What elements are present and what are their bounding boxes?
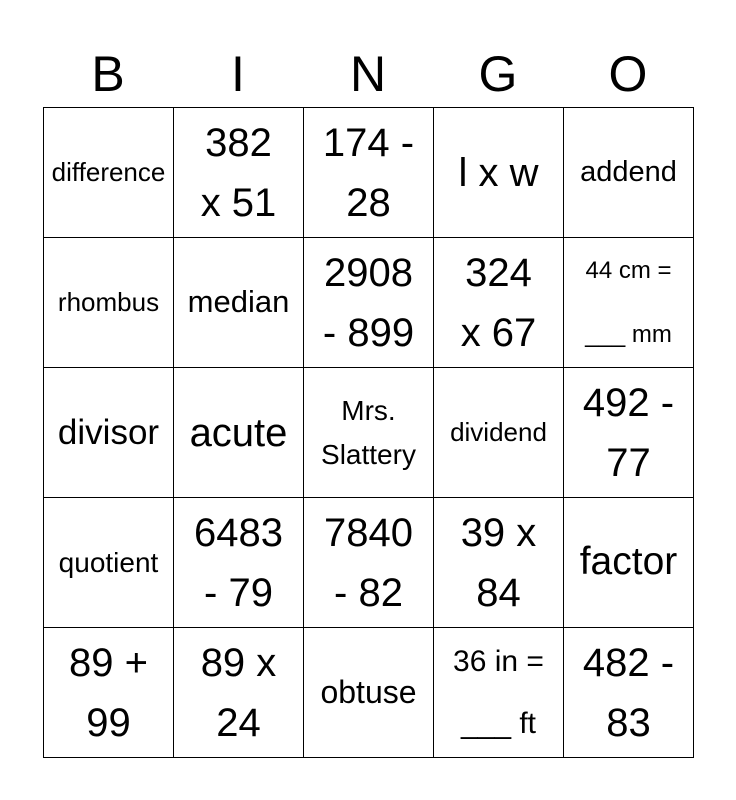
bingo-cell-r5-c2 — [174, 628, 304, 758]
bingo-cell-r3-c5 — [564, 368, 694, 498]
bingo-cell-r1-c5 — [564, 108, 694, 238]
bingo-cell-r4-c5 — [564, 498, 694, 628]
header-letter-o: O — [608, 46, 648, 102]
bingo-cell-r3-c2 — [174, 368, 304, 498]
cell-text: acute — [189, 410, 288, 455]
cell-text: 44 cm = ___ mm — [585, 256, 672, 348]
bingo-cell-r5-c5 — [564, 628, 694, 758]
cell-text: Mrs. Slattery — [321, 395, 416, 470]
cell-text: 39 x 84 — [460, 510, 537, 615]
bingo-cell-r5-c1 — [44, 628, 174, 758]
bingo-cell-r3-c4 — [434, 368, 564, 498]
bingo-cell-r3-c1 — [44, 368, 174, 498]
bingo-cell-r4-c3 — [304, 498, 434, 628]
header-letter-n: N — [349, 46, 387, 102]
cell-text: 492 - 77 — [582, 380, 675, 485]
cell-text: 324 x 67 — [460, 250, 537, 355]
bingo-cell-r4-c1 — [44, 498, 174, 628]
cell-text: 2908 - 899 — [322, 250, 415, 355]
header-letter-i: I — [231, 46, 245, 102]
bingo-cell-r4-c4 — [434, 498, 564, 628]
bingo-header — [43, 40, 693, 108]
bingo-cell-r4-c2 — [174, 498, 304, 628]
bingo-cell-r1-c3 — [304, 108, 434, 238]
bingo-cell-r5-c3 — [304, 628, 434, 758]
cell-text: divisor — [57, 412, 160, 452]
bingo-cell-r2-c3 — [304, 238, 434, 368]
cell-text: l x w — [458, 150, 539, 195]
bingo-cell-r2-c1 — [44, 238, 174, 368]
header-letter-b: B — [91, 46, 125, 102]
cell-text: 382 x 51 — [200, 120, 277, 225]
bingo-board — [43, 107, 694, 758]
bingo-cell-r1-c1 — [44, 108, 174, 238]
cell-text: quotient — [58, 546, 159, 578]
cell-text: 482 - 83 — [582, 640, 675, 745]
cell-text: 89 + 99 — [69, 640, 148, 745]
header-letter-g: G — [478, 46, 518, 102]
cell-text: 36 in = ___ ft — [453, 645, 544, 740]
bingo-cell-r3-c3 — [304, 368, 434, 498]
bingo-cell-r2-c4 — [434, 238, 564, 368]
cell-text: median — [187, 284, 290, 320]
cell-text: 6483 - 79 — [194, 510, 283, 615]
cell-text: difference — [51, 156, 166, 187]
bingo-cell-r2-c5 — [564, 238, 694, 368]
cell-text: addend — [580, 155, 677, 188]
bingo-cell-r1-c4 — [434, 108, 564, 238]
cell-text: 7840 - 82 — [324, 510, 413, 615]
cell-text: factor — [579, 540, 678, 584]
cell-text: rhombus — [57, 286, 160, 317]
bingo-cell-r1-c2 — [174, 108, 304, 238]
cell-text: 174 - 28 — [322, 120, 415, 225]
cell-text: obtuse — [320, 673, 417, 710]
cell-text: 89 x 24 — [200, 640, 277, 745]
bingo-cell-r5-c4 — [434, 628, 564, 758]
bingo-cell-r2-c2 — [174, 238, 304, 368]
cell-text: dividend — [450, 416, 547, 447]
